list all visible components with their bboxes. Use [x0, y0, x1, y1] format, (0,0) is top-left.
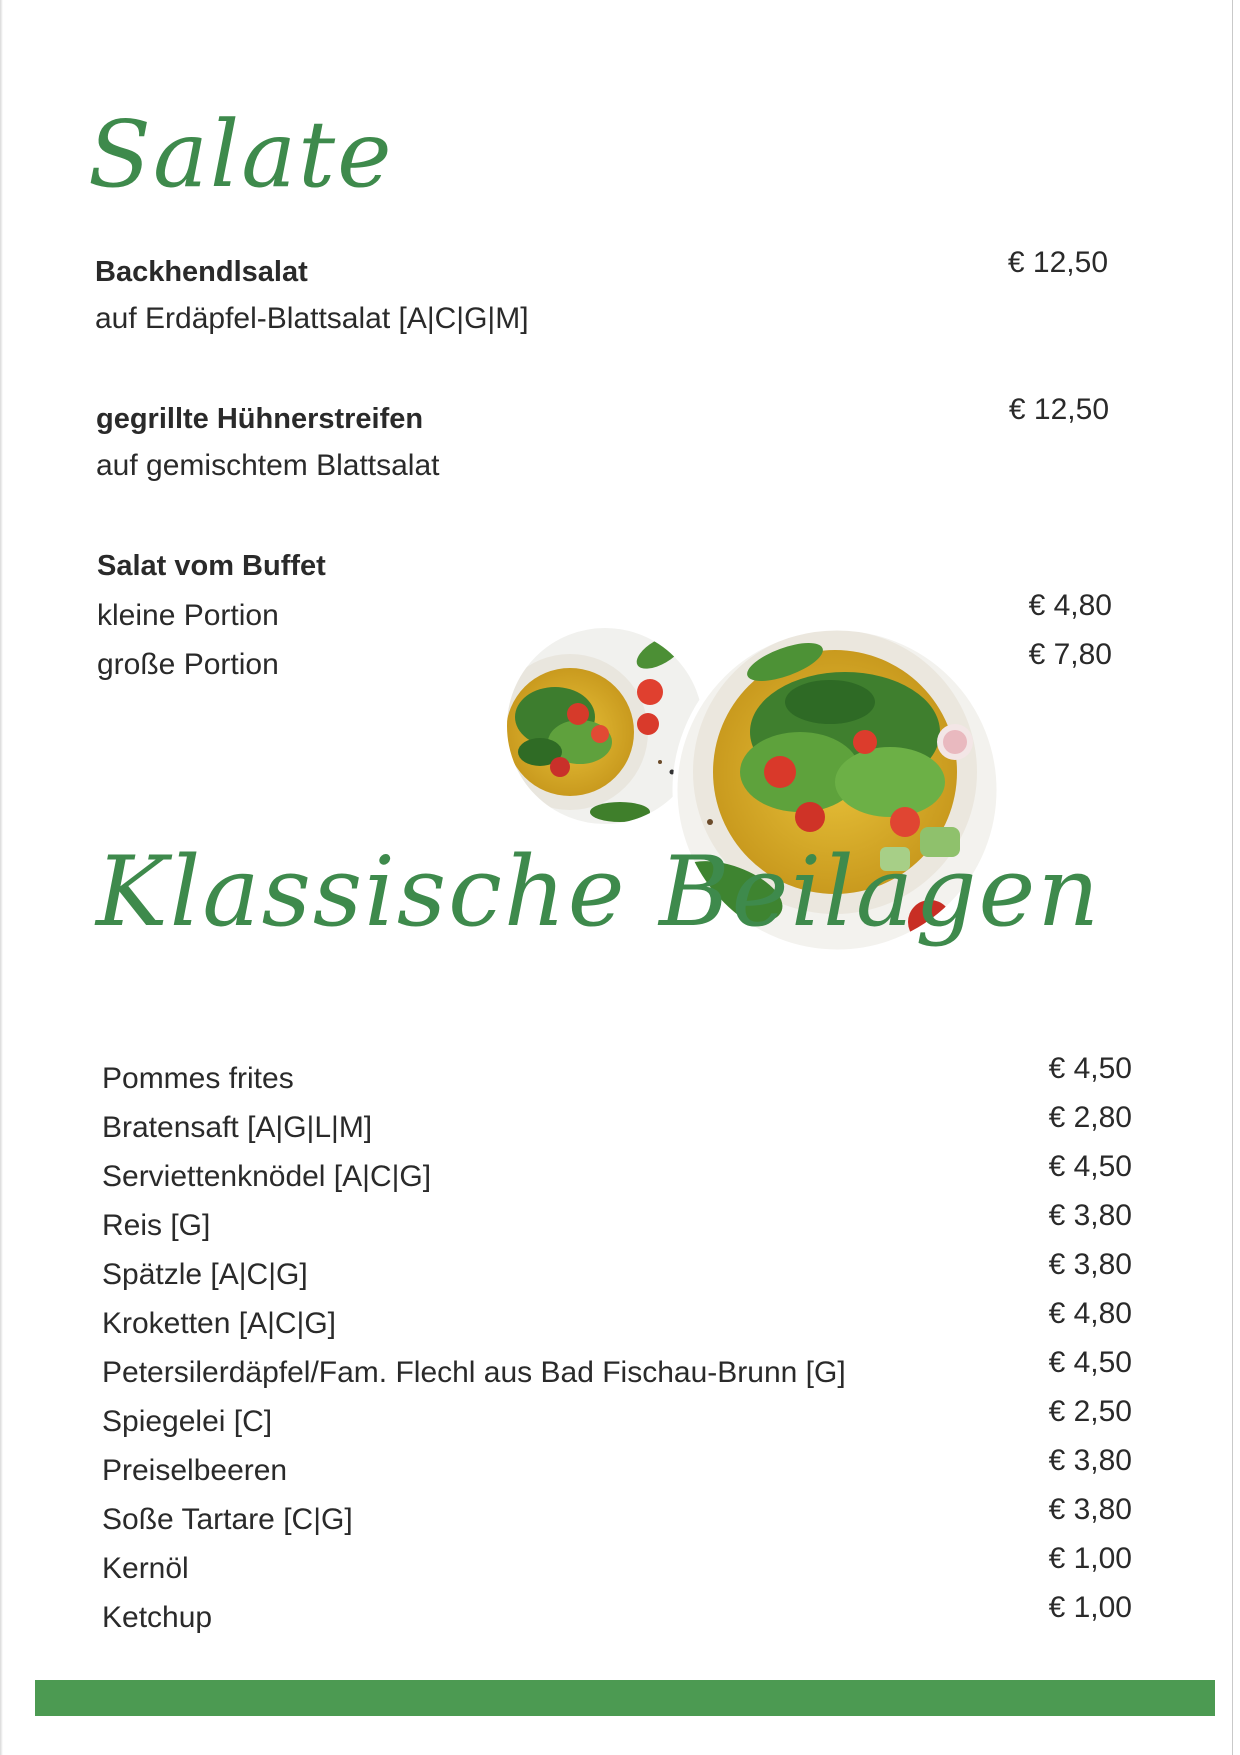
sides-heading: Klassische Beilagen — [96, 836, 1102, 948]
list-item — [102, 1346, 1132, 1401]
scan-edge-right — [1232, 0, 1233, 1755]
salad-item-2-desc: auf gemischtem Blattsalat — [96, 449, 440, 482]
salad-item-1-price: € 12,50 — [1007, 246, 1108, 279]
side-price: € 4,80 — [1048, 1297, 1132, 1330]
list-item — [102, 1493, 1132, 1548]
side-name: Soße Tartare [C|G] — [102, 1503, 353, 1536]
side-price: € 3,80 — [1048, 1248, 1132, 1281]
side-price: € 3,80 — [1048, 1493, 1132, 1526]
side-name: Petersilerdäpfel/Fam. Flechl aus Bad Fischau-Brunn [G] — [102, 1356, 846, 1389]
buffet-large-label: große Portion — [97, 648, 279, 681]
list-item — [102, 1591, 1132, 1646]
list-item — [102, 1444, 1132, 1499]
side-price: € 1,00 — [1048, 1542, 1132, 1575]
salad-item-2-price: € 12,50 — [1008, 393, 1109, 426]
salad-item-1-desc: auf Erdäpfel-Blattsalat [A|C|G|M] — [95, 302, 529, 335]
footer-green-bar — [35, 1680, 1215, 1716]
side-name: Kroketten [A|C|G] — [102, 1307, 337, 1340]
side-price: € 4,50 — [1048, 1346, 1132, 1379]
side-price: € 2,50 — [1048, 1395, 1132, 1428]
buffet-small-label: kleine Portion — [97, 599, 279, 632]
side-price: € 4,50 — [1048, 1150, 1132, 1183]
buffet-small-price: € 4,80 — [1028, 589, 1112, 622]
buffet-name: Salat vom Buffet — [97, 550, 326, 582]
side-name: Spätzle [A|C|G] — [102, 1258, 308, 1291]
scan-edge-left — [0, 0, 3, 1755]
sides-list — [102, 1052, 1132, 1646]
list-item — [102, 1150, 1132, 1205]
buffet-large-price: € 7,80 — [1028, 638, 1112, 671]
list-item — [102, 1101, 1132, 1156]
side-price: € 2,80 — [1048, 1101, 1132, 1134]
list-item — [102, 1297, 1132, 1352]
side-name: Bratensaft [A|G|L|M] — [102, 1111, 373, 1144]
side-name: Pommes frites — [102, 1062, 294, 1095]
salads-heading: Salate — [88, 101, 394, 208]
side-price: € 3,80 — [1048, 1444, 1132, 1477]
list-item — [102, 1199, 1132, 1254]
side-price: € 3,80 — [1048, 1199, 1132, 1232]
side-name: Spiegelei [C] — [102, 1405, 273, 1438]
list-item — [102, 1052, 1132, 1107]
list-item — [102, 1542, 1132, 1597]
salad-item-2-name: gegrillte Hühnerstreifen — [96, 403, 424, 435]
side-name: Kernöl — [102, 1552, 189, 1585]
list-item — [102, 1248, 1132, 1303]
side-name: Preiselbeeren — [102, 1454, 288, 1487]
side-price: € 4,50 — [1048, 1052, 1132, 1085]
side-price: € 1,00 — [1048, 1591, 1132, 1624]
side-name: Reis [G] — [102, 1209, 211, 1242]
side-name: Ketchup — [102, 1601, 213, 1634]
list-item — [102, 1395, 1132, 1450]
salad-item-1-name: Backhendlsalat — [95, 256, 308, 288]
side-name: Serviettenknödel [A|C|G] — [102, 1160, 432, 1193]
